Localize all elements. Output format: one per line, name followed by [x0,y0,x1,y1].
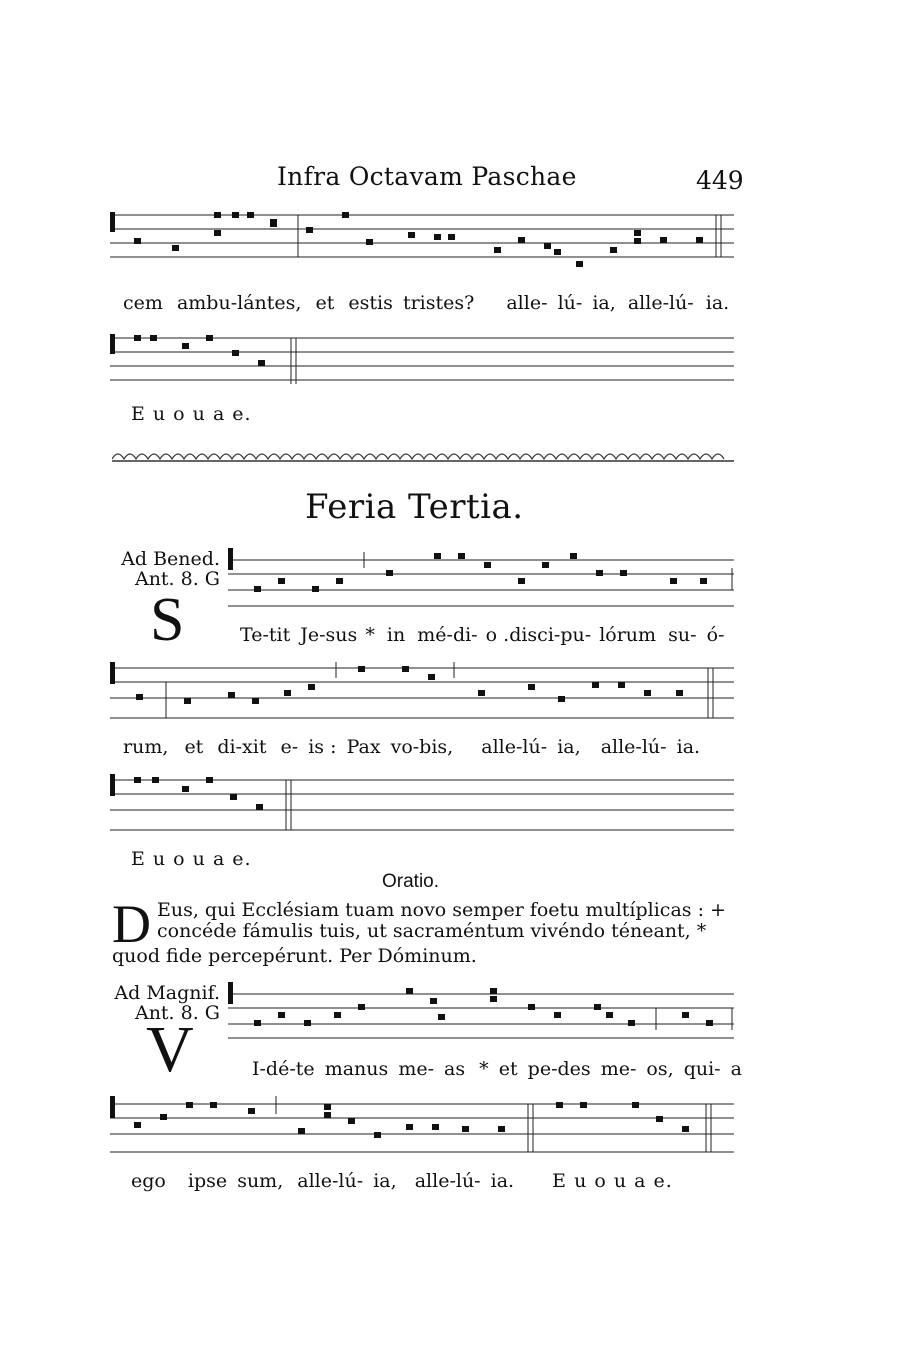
lyric-line: I-dé-te manus me- as * et pe-des me- os, qui- a [252,1058,742,1080]
chant-staff [110,207,734,261]
drop-initial: V [146,1013,194,1086]
lyric-line: ego ipse sum, alle-lú- ia, alle-lú- ia. E u o u a e. [131,1170,673,1192]
lyric-line: rum, et di-xit e- is : Pax vo-bis, alle-lú- ia, alle-lú- ia. [123,736,701,758]
antiphon-label: Ad Bened. Ant. 8. G [121,548,220,590]
ornamental-divider [112,447,734,465]
euouae-text: E u o u a e. [131,403,252,425]
running-header: Infra Octavam Paschae [277,162,577,191]
euouae-staff [110,330,734,384]
chant-staff [110,660,734,714]
oratio-heading: Oratio. [382,871,440,892]
section-title: Feria Tertia. [305,487,524,527]
euouae-staff [110,772,734,826]
drop-initial: S [150,586,185,654]
lyric-line: cem ambu-lántes, et estis tristes? alle- lú- ia, alle-lú- ia. [123,292,730,314]
lyric-line: Te-tit Je-sus * in mé-di- o .disci-pu- lórum su- ó- [240,624,725,646]
chant-staff [228,548,734,602]
antiphon-label: Ad Magnif. Ant. 8. G [114,982,220,1024]
chant-staff [228,980,734,1034]
euouae-text: E u o u a e. [131,848,252,870]
oratio-text: D Eus, qui Ecclésiam tuam novo semper foetu multíplicas : + concéde fámulis tuis, ut sacraméntum vivéndo téneant, * quod fide percepérunt. Per Dóminum. [112,894,726,967]
chant-staff [110,1094,734,1148]
drop-cap: D [112,894,151,954]
page-number: 449 [696,166,744,195]
